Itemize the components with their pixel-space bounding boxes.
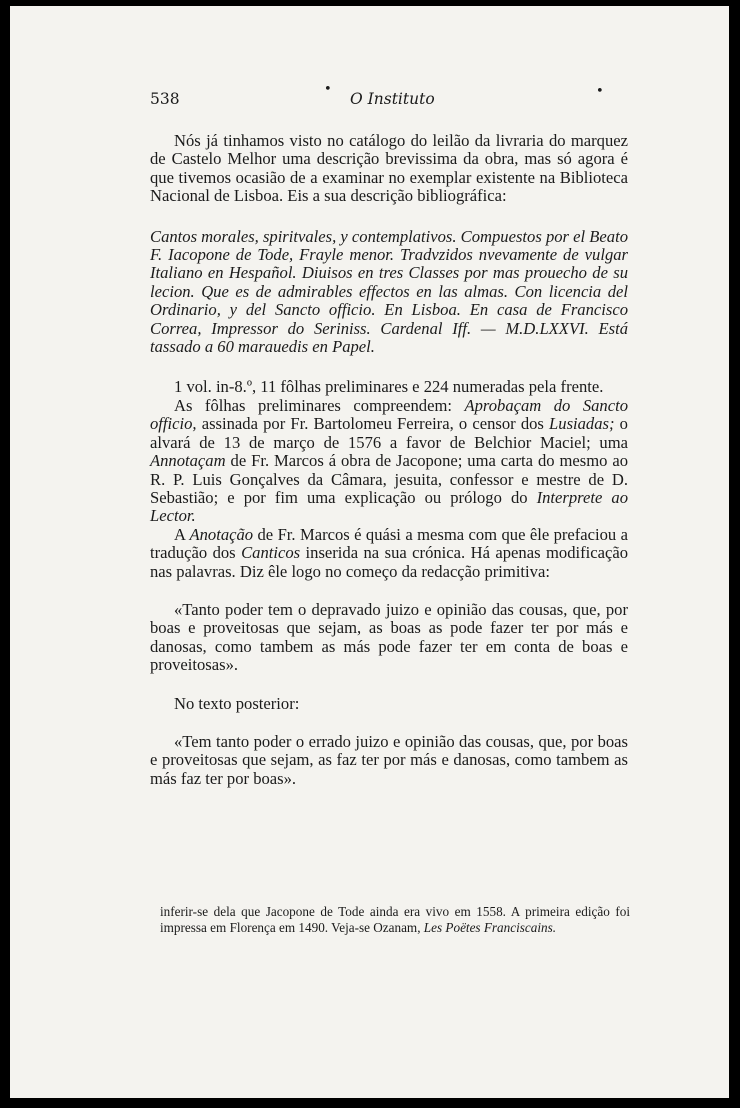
italic-run: Interprete ao Lector. <box>150 487 628 526</box>
italic-run: Aprobaçam do Sancto officio, <box>150 395 628 434</box>
text-run: A <box>174 524 190 544</box>
text-run: As fôlhas preliminares compreendem: <box>174 395 465 415</box>
footnote-text: inferir-se dela que Jacopone de Tode ainda era vivo em 1558. A primeira edição foi impressa em Florença em 1490. Veja-se Ozanam, <box>160 904 630 935</box>
italic-run: Lusiadas; <box>549 414 615 434</box>
page-number: 538 <box>150 90 180 108</box>
paragraph-intro: Nós já tinhamos visto no catálogo do leilão da livraria do marquez de Castelo Melhor uma descrição brevissima da obra, mas só agora é que tivemos ocasião de a examinar no exemplar existente na Biblioteca Nacional de Lisboa. Eis a sua descrição bibliográfica: <box>150 131 628 206</box>
block-quote-original: «Tanto poder tem o depravado juizo e opinião das cousas, que, por boas e proveitosas que sejam, as boas as pode fazer ter por más e danosas, como tambem as más pode fazer ter em conta de boas e proveitosas». <box>150 599 628 675</box>
italic-run: Annotaçam <box>150 451 226 471</box>
ornament-dot: • <box>596 84 604 99</box>
italic-run: Anotação <box>189 524 254 544</box>
text-run: o alvará de 13 de março de 1576 a favor de Belchior Maciel; uma <box>150 414 628 452</box>
paragraph-volume: 1 vol. in-8.º, 11 fôlhas preliminares e 224 numeradas pela frente. <box>174 377 604 397</box>
text-run: de Fr. Marcos é quási a mesma com que êle prefaciou a tradução dos <box>150 524 629 563</box>
text-run: inserida na sua crónica. Há apenas modificação nas palavras. Diz êle logo no começo da redacção primitiva: <box>150 543 628 581</box>
body-text <box>150 132 628 788</box>
page-header <box>150 82 629 114</box>
text-run: assinada por Fr. Bartolomeu Ferreira, o censor dos <box>196 414 550 434</box>
text-run: de Fr. Marcos á obra de Jacopone; uma carta do mesmo ao R. P. Luis Gonçalves da Câmara, jesuita, confessor e mestre de D. Sebastião; e por fim uma explicação ou prólogo do <box>150 451 628 507</box>
footnote <box>160 904 630 936</box>
document-page <box>10 6 729 1098</box>
block-quote-later: «Tem tanto poder o errado juizo e opinião das cousas, que, por boas e proveitosas que sejam, as faz ter por más e danosas, como tambem as más faz ter por boas». <box>150 731 628 788</box>
bibliographic-citation: Cantos morales, spiritvales, y contemplativos. Compuestos por el Beato F. Iacopone de Tode, Frayle menor. Tradvzidos nvevamente de vulgar Italiano en Hespañol. Diuisos en tres Classes por mas prouecho de su lecion. Que es de admirables effectos en las almas. Con licencia del Ordinario, y del Sancto officio. En Lisboa. En casa de Francisco Correa, Impressor do Seriniss. Cardenal Iff. — M.D.LXXVI. Está tassado a 60 marauedis en Papel. <box>150 226 628 357</box>
ornament-dot: • <box>324 82 332 97</box>
footnote-work-title: Les Poëtes Franciscains. <box>423 920 557 935</box>
paragraph-anotacao <box>150 526 628 581</box>
paragraph-preliminaries <box>150 397 628 526</box>
running-title: O Instituto <box>350 90 435 108</box>
paragraph-later-text: No texto posterior: <box>174 693 300 713</box>
italic-run: Canticos <box>241 543 301 563</box>
